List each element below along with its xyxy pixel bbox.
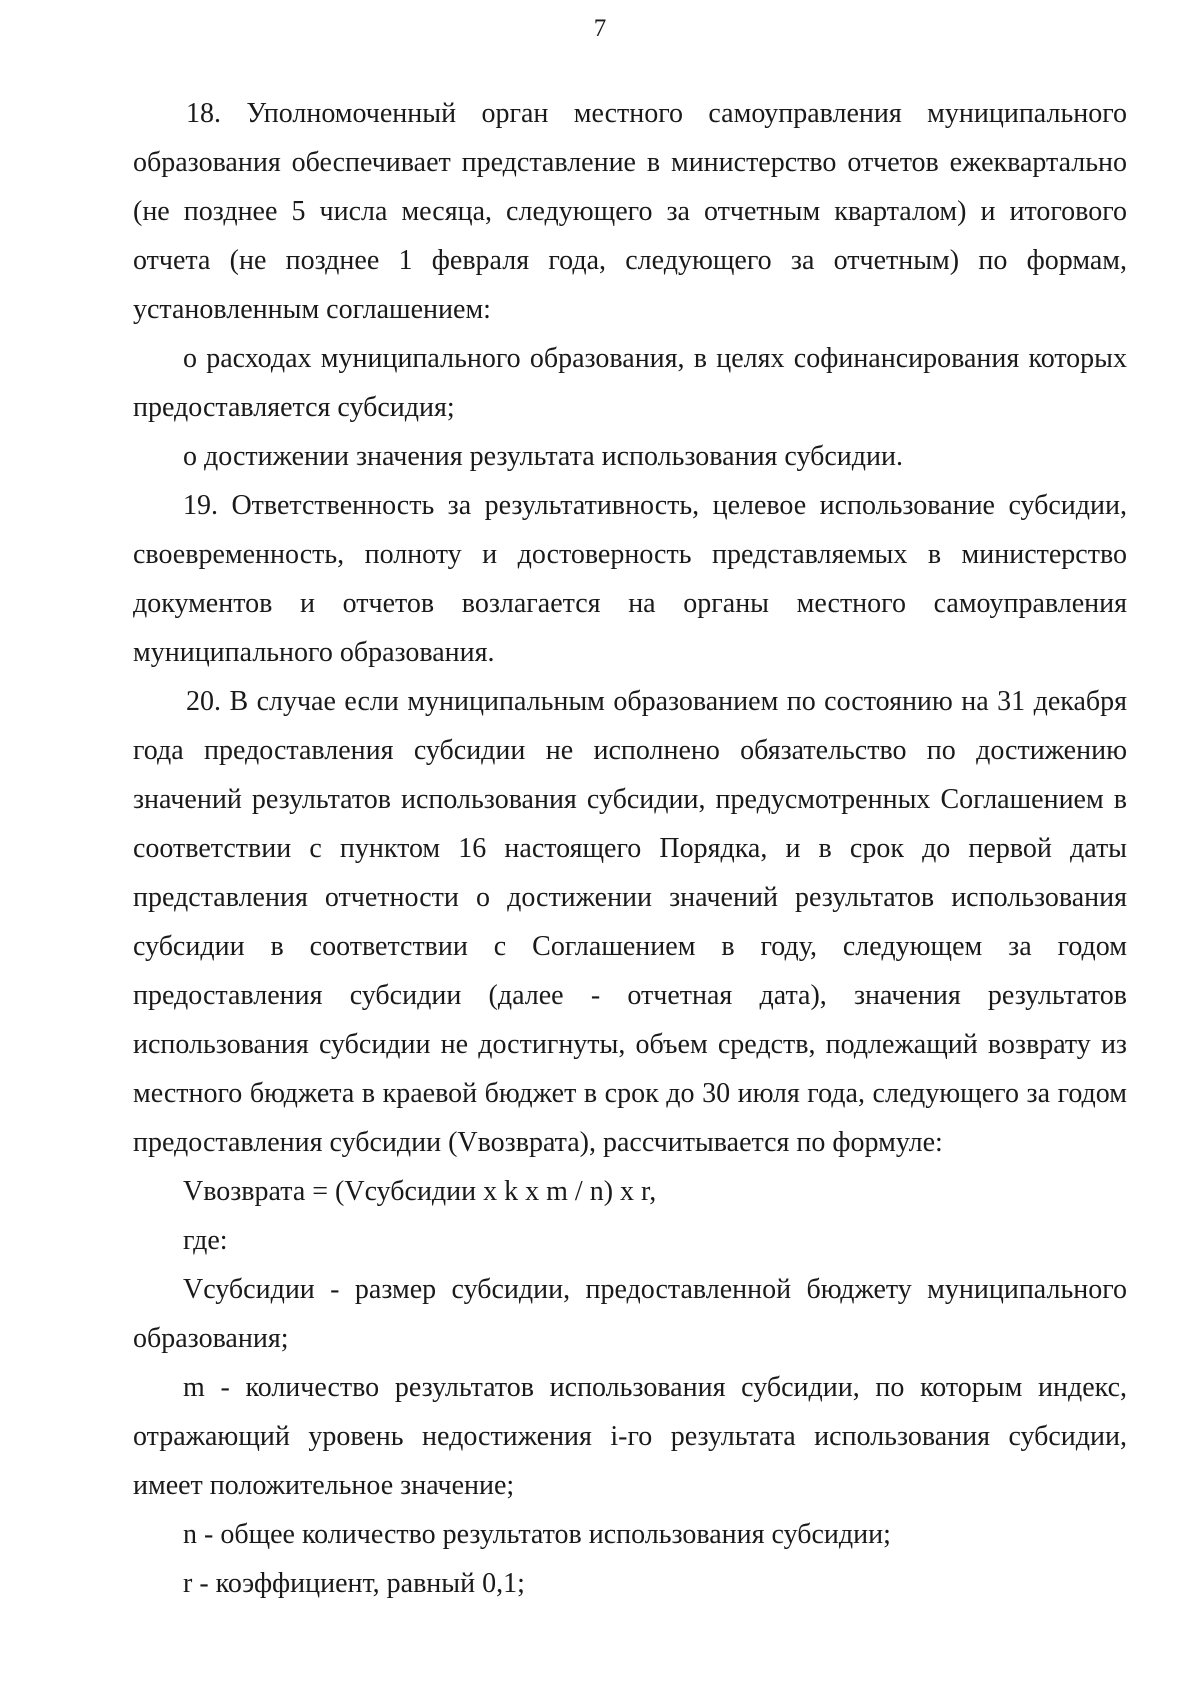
document-body: [133, 89, 1127, 1608]
paragraph-19: 19. Ответственность за результативность, целевое использование субсидии, своевременность, полноту и достоверность представляемых в министерство документов и отчетов возлагается на органы местного самоуправления муниципального образования.: [133, 490, 1127, 668]
list-item-expenses-report: о расходах муниципального образования, в целях софинансирования которых предоставляется субсидия;: [133, 343, 1127, 423]
formula: Vвозврата = (Vсубсидии x k x m / n) x r,: [183, 1176, 657, 1207]
formula-where: где:: [183, 1225, 228, 1256]
paragraph-18: 18. Уполномоченный орган местного самоуправления муниципального образования обеспечивает представление в министерство отчетов ежеквартально (не позднее 5 числа месяца, следующего за отчетным кварталом) и итогового отчета (не позднее 1 февраля года, следующего за отчетным) по формам, установленным соглашением:: [133, 98, 1127, 325]
definition-v-subsidy: Vсубсидии - размер субсидии, предоставленной бюджету муниципального образования;: [133, 1274, 1127, 1354]
definition-n: n - общее количество результатов использования субсидии;: [183, 1519, 891, 1550]
page-number: 7: [593, 15, 607, 42]
list-item-results-report: о достижении значения результата использования субсидии.: [183, 441, 903, 472]
paragraph-20: 20. В случае если муниципальным образованием по состоянию на 31 декабря года предоставления субсидии не исполнено обязательство по достижению значений результатов использования субсидии, предусмотренных Соглашением в соответствии с пунктом 16 настоящего Порядка, и в срок до первой даты представления отчетности о достижении значений результатов использования субсидии в соответствии с Соглашением в году, следующем за годом предоставления субсидии (далее - отчетная дата), значения результатов использования субсидии не достигнуты, объем средств, подлежащий возврату из местного бюджета в краевой бюджет в срок до 30 июля года, следующего за годом предоставления субсидии (Vвозврата), рассчитывается по формуле:: [133, 686, 1127, 1158]
definition-m: m - количество результатов использования субсидии, по которым индекс, отражающий уровень недостижения i-го результата использования субсидии, имеет положительное значение;: [133, 1372, 1127, 1501]
definition-r: r - коэффициент, равный 0,1;: [183, 1568, 525, 1599]
